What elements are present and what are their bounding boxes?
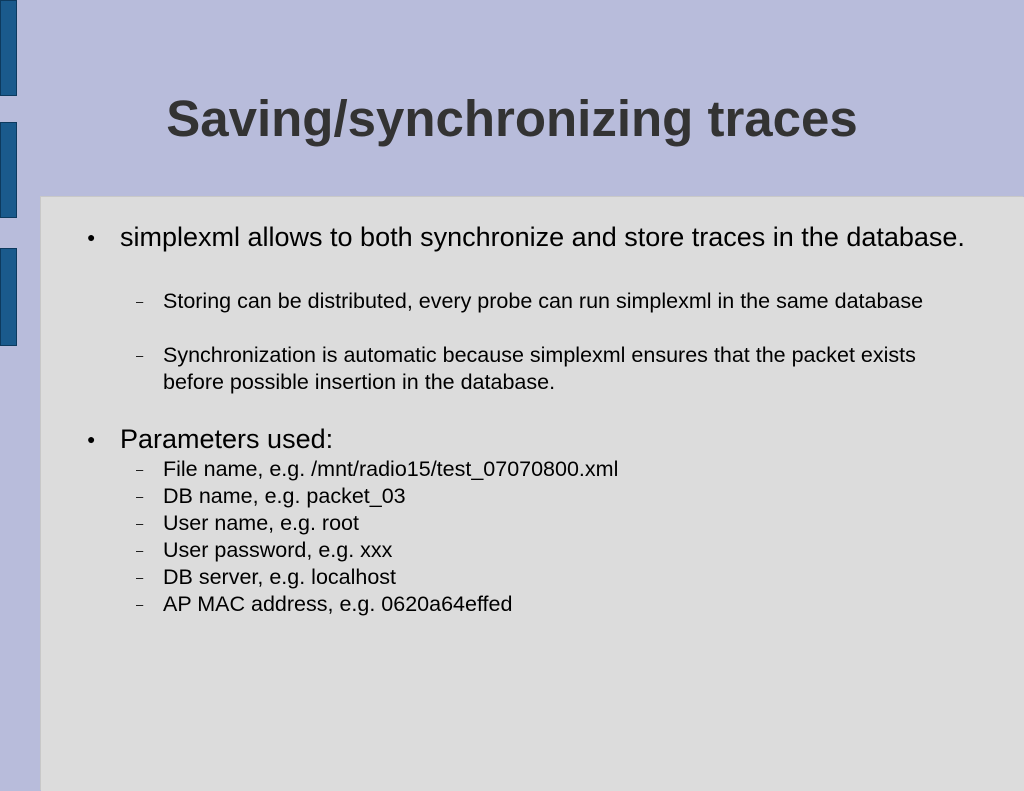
- bullet-text: simplexml allows to both synchronize and store traces in the database.: [120, 222, 965, 252]
- bullet-icon: ●: [87, 431, 96, 447]
- dash-icon: –: [136, 516, 144, 531]
- bullet-item-2: [87, 423, 1000, 456]
- dash-icon: –: [136, 597, 144, 612]
- dash-icon: –: [136, 543, 144, 558]
- dash-icon: –: [136, 489, 144, 504]
- sub-item-2-5: [136, 564, 963, 591]
- sub-item-text: User name, e.g. root: [163, 511, 359, 535]
- dash-icon: –: [136, 294, 144, 309]
- sub-item-text: AP MAC address, e.g. 0620a64effed: [163, 592, 513, 616]
- sub-item-text: DB name, e.g. packet_03: [163, 484, 406, 508]
- slide-title: Saving/synchronizing traces: [166, 90, 858, 147]
- content-panel: [41, 197, 1024, 791]
- sub-item-2-6: [136, 591, 963, 618]
- sub-item-text: User password, e.g. xxx: [163, 538, 393, 562]
- bullet-item-1: [87, 221, 1000, 254]
- bullet-icon: ●: [87, 229, 96, 245]
- bullet-list: [41, 197, 1024, 791]
- sub-item-1-1: [136, 288, 963, 315]
- sub-item-text: File name, e.g. /mnt/radio15/test_07070800.xml: [163, 457, 619, 481]
- sub-item-2-3: [136, 510, 963, 537]
- sub-item-2-2: [136, 483, 963, 510]
- dash-icon: –: [136, 570, 144, 585]
- side-tab-3: [0, 248, 17, 346]
- side-tab-1: [0, 0, 17, 96]
- sub-item-2-4: [136, 537, 963, 564]
- sub-item-text: Synchronization is automatic because simplexml ensures that the packet exists before possible insertion in the database.: [163, 343, 916, 394]
- dash-icon: –: [136, 348, 144, 363]
- sub-item-1-2: [136, 342, 963, 396]
- sub-item-2-1: [136, 456, 963, 483]
- sub-item-text: Storing can be distributed, every probe can run simplexml in the same database: [163, 289, 924, 313]
- sub-item-text: DB server, e.g. localhost: [163, 565, 397, 589]
- bullet-text: Parameters used:: [120, 424, 334, 454]
- dash-icon: –: [136, 462, 144, 477]
